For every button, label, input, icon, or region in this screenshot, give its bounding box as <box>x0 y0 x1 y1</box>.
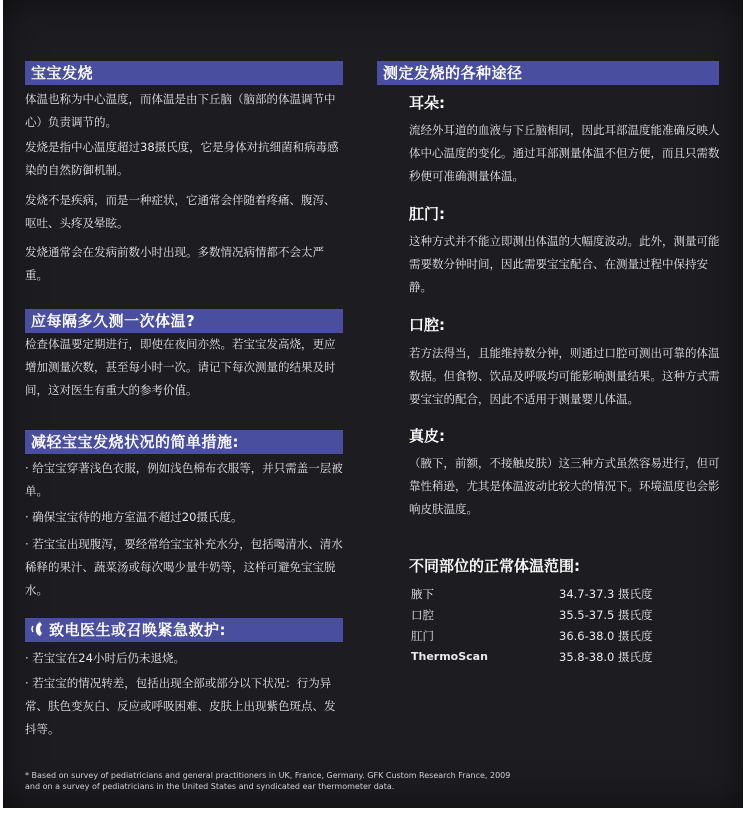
bullet-condition-worse: · 若宝宝的情况转差，包括出现全部或部分以下状况：行为异常、肤色变灰白、反应或呼吸困难、皮肤上出现紫色斑点、发抖等。 <box>25 676 336 736</box>
section-title-baby-fever: 宝宝发烧 <box>25 61 343 85</box>
subtitle-skin: 真皮: <box>409 427 445 445</box>
subtitle-oral: 口腔: <box>409 316 445 334</box>
paragraph-skin: （腋下，前额，不接触皮肤）这三种方式虽然容易进行，但可靠性稍逊，尤其是体温波动比较大的情况下。环境温度也会影响皮肤温度。 <box>409 456 720 516</box>
range-value: 35.8-38.0 摄氏度 <box>559 650 653 664</box>
bullet-light-clothing: · 给宝宝穿著浅色衣服，例如浅色棉布衣服等，并只需盖一层被单。 <box>25 461 343 498</box>
paragraph-measure-frequency: 检查体温要定期进行，即使在夜间亦然。若宝宝发高烧，更应增加测量次数，甚至每小时一次。请记下每次测量的结果及时间，这对医生有重大的参考价值。 <box>25 337 336 397</box>
paragraph-fever-symptom: 发烧不是疾病，而是一种症状，它通常会伴随着疼痛、腹泻、呕吐、头疼及晕眩。 <box>25 193 336 230</box>
call-doctor-title-text: 致电医生或召唤紧急救护: <box>49 621 226 639</box>
range-row <box>411 647 691 667</box>
range-value: 35.5-37.5 摄氏度 <box>559 608 653 622</box>
range-site: ThermoScan <box>411 650 488 663</box>
range-value: 36.6-38.0 摄氏度 <box>559 629 653 643</box>
subtitle-ear: 耳朵: <box>409 94 445 112</box>
paragraph-oral: 若方法得当，且能维持数分钟，则通过口腔可测出可靠的体温数据。但食物、饮品及呼吸均可能影响测量结果。这种方式需要宝宝的配合，因此不适用于测量婴儿体温。 <box>409 346 720 406</box>
footnote-line-1: * Based on survey of pediatricians and general practitioners in UK, France, Germany. GFK Custom Research France, 2009 <box>25 771 511 780</box>
range-site: 肛门 <box>411 629 434 643</box>
range-site: 腋下 <box>411 587 434 601</box>
paragraph-fever-onset: 发烧通常会在发病前数小时出现。多数情况病情都不会太严重。 <box>25 245 324 282</box>
footnote <box>25 770 625 792</box>
paragraph-rectal: 这种方式并不能立即测出体温的大幅度波动。此外，测量可能需要数分钟时间，因此需要宝宝配合、在测量过程中保持安静。 <box>409 234 720 294</box>
range-row <box>411 605 691 625</box>
normal-range-title: 不同部位的正常体温范围: <box>409 557 580 575</box>
paragraph-ear: 流经外耳道的血液与下丘脑相同，因此耳部温度能准确反映人体中心温度的变化。通过耳部测量体温不但方便，而且只需数秒便可准确测量体温。 <box>409 123 720 183</box>
section-title-methods: 测定发烧的各种途径 <box>377 61 719 85</box>
bullet-room-temperature: · 确保宝宝待的地方室温不超过20摄氏度。 <box>25 510 243 524</box>
range-value: 34.7-37.3 摄氏度 <box>559 587 653 601</box>
paragraph-fever-definition: 发烧是指中心温度超过38摄氏度，它是身体对抗细菌和病毒感染的自然防御机制。 <box>25 140 339 177</box>
section-title-call-doctor <box>25 618 343 642</box>
paragraph-body-temperature: 体温也称为中心温度，而体温是由下丘脑（脑部的体温调节中心）负责调节的。 <box>25 92 336 129</box>
range-row <box>411 584 691 604</box>
bullet-no-fever-drop: · 若宝宝在24小时后仍未退烧。 <box>25 651 185 665</box>
range-row <box>411 626 691 646</box>
bullet-hydration: · 若宝宝出现腹泻，要经常给宝宝补充水分，包括喝清水、清水稀释的果汁、蔬菜汤或每次喝少量牛奶等，这样可避免宝宝脱水。 <box>25 537 343 597</box>
subtitle-rectal: 肛门: <box>409 205 445 223</box>
range-site: 口腔 <box>411 608 434 622</box>
leaflet-page <box>3 0 743 808</box>
section-title-simple-measures: 减轻宝宝发烧状况的简单措施: <box>25 430 343 454</box>
footnote-line-2: and on a survey of pediatricians in the United States and syndicated ear thermometer data. <box>25 782 395 791</box>
section-title-measure-frequency: 应每隔多久测一次体温? <box>25 309 343 333</box>
phone-icon <box>31 620 45 644</box>
